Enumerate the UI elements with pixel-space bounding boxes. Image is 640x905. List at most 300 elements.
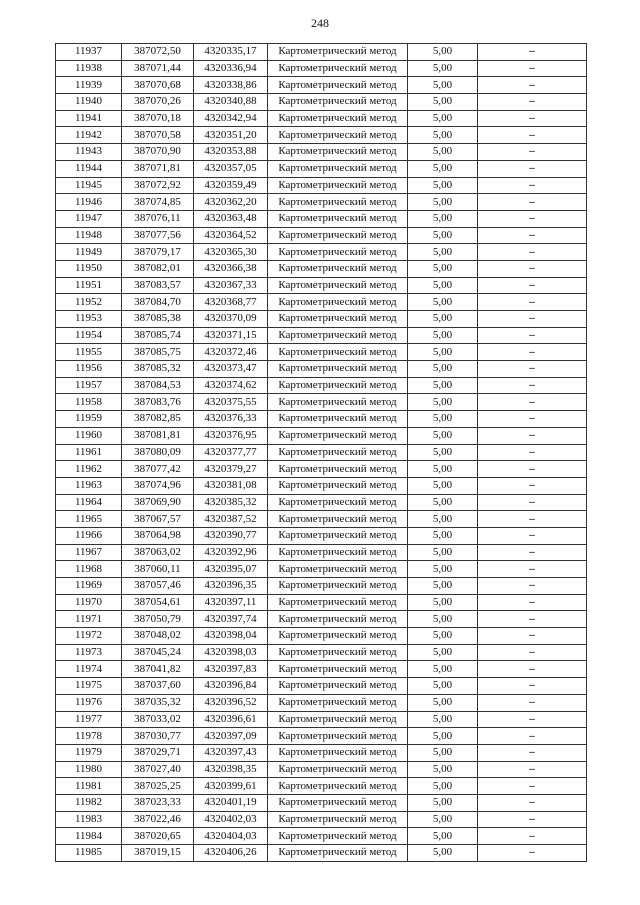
point-number-cell: 11972: [56, 628, 122, 645]
dash-cell: –: [478, 177, 587, 194]
y-coordinate-cell: 4320397,11: [194, 594, 268, 611]
x-coordinate-cell: 387070,26: [122, 94, 194, 111]
method-cell: Картометрический метод: [268, 845, 408, 862]
dash-cell: –: [478, 711, 587, 728]
point-number-cell: 11964: [56, 494, 122, 511]
dash-cell: –: [478, 494, 587, 511]
x-coordinate-cell: 387074,85: [122, 194, 194, 211]
x-coordinate-cell: 387072,92: [122, 177, 194, 194]
point-number-cell: 11971: [56, 611, 122, 628]
table-row: [56, 394, 587, 411]
y-coordinate-cell: 4320371,15: [194, 327, 268, 344]
table-row: [56, 411, 587, 428]
method-cell: Картометрический метод: [268, 611, 408, 628]
point-number-cell: 11937: [56, 44, 122, 61]
dash-cell: –: [478, 94, 587, 111]
accuracy-cell: 5,00: [408, 461, 478, 478]
y-coordinate-cell: 4320363,48: [194, 210, 268, 227]
accuracy-cell: 5,00: [408, 594, 478, 611]
dash-cell: –: [478, 160, 587, 177]
dash-cell: –: [478, 661, 587, 678]
dash-cell: –: [478, 527, 587, 544]
point-number-cell: 11942: [56, 127, 122, 144]
point-number-cell: 11953: [56, 311, 122, 328]
method-cell: Картометрический метод: [268, 44, 408, 61]
accuracy-cell: 5,00: [408, 361, 478, 378]
point-number-cell: 11959: [56, 411, 122, 428]
dash-cell: –: [478, 144, 587, 161]
y-coordinate-cell: 4320404,03: [194, 828, 268, 845]
method-cell: Картометрический метод: [268, 694, 408, 711]
accuracy-cell: 5,00: [408, 344, 478, 361]
table-row: [56, 828, 587, 845]
table-row: [56, 60, 587, 77]
y-coordinate-cell: 4320367,33: [194, 277, 268, 294]
accuracy-cell: 5,00: [408, 194, 478, 211]
accuracy-cell: 5,00: [408, 511, 478, 528]
method-cell: Картометрический метод: [268, 778, 408, 795]
y-coordinate-cell: 4320335,17: [194, 44, 268, 61]
table-row: [56, 511, 587, 528]
accuracy-cell: 5,00: [408, 811, 478, 828]
method-cell: Картометрический метод: [268, 628, 408, 645]
accuracy-cell: 5,00: [408, 77, 478, 94]
dash-cell: –: [478, 227, 587, 244]
y-coordinate-cell: 4320385,32: [194, 494, 268, 511]
accuracy-cell: 5,00: [408, 628, 478, 645]
method-cell: Картометрический метод: [268, 77, 408, 94]
table-row: [56, 260, 587, 277]
y-coordinate-cell: 4320376,33: [194, 411, 268, 428]
y-coordinate-cell: 4320375,55: [194, 394, 268, 411]
y-coordinate-cell: 4320379,27: [194, 461, 268, 478]
y-coordinate-cell: 4320364,52: [194, 227, 268, 244]
method-cell: Картометрический метод: [268, 494, 408, 511]
accuracy-cell: 5,00: [408, 527, 478, 544]
table-row: [56, 210, 587, 227]
accuracy-cell: 5,00: [408, 294, 478, 311]
point-number-cell: 11950: [56, 260, 122, 277]
x-coordinate-cell: 387020,65: [122, 828, 194, 845]
x-coordinate-cell: 387069,90: [122, 494, 194, 511]
table-row: [56, 144, 587, 161]
y-coordinate-cell: 4320399,61: [194, 778, 268, 795]
y-coordinate-cell: 4320342,94: [194, 110, 268, 127]
point-number-cell: 11951: [56, 277, 122, 294]
y-coordinate-cell: 4320387,52: [194, 511, 268, 528]
table-row: [56, 44, 587, 61]
dash-cell: –: [478, 311, 587, 328]
x-coordinate-cell: 387070,68: [122, 77, 194, 94]
point-number-cell: 11966: [56, 527, 122, 544]
x-coordinate-cell: 387077,56: [122, 227, 194, 244]
table-row: [56, 661, 587, 678]
table-body: [56, 44, 587, 862]
method-cell: Картометрический метод: [268, 511, 408, 528]
dash-cell: –: [478, 611, 587, 628]
accuracy-cell: 5,00: [408, 227, 478, 244]
table-row: [56, 578, 587, 595]
table-row: [56, 427, 587, 444]
table-row: [56, 177, 587, 194]
method-cell: Картометрический метод: [268, 127, 408, 144]
method-cell: Картометрический метод: [268, 327, 408, 344]
method-cell: Картометрический метод: [268, 227, 408, 244]
accuracy-cell: 5,00: [408, 160, 478, 177]
dash-cell: –: [478, 127, 587, 144]
dash-cell: –: [478, 561, 587, 578]
dash-cell: –: [478, 77, 587, 94]
x-coordinate-cell: 387074,96: [122, 477, 194, 494]
method-cell: Картометрический метод: [268, 60, 408, 77]
table-row: [56, 127, 587, 144]
x-coordinate-cell: 387070,90: [122, 144, 194, 161]
x-coordinate-cell: 387070,18: [122, 110, 194, 127]
y-coordinate-cell: 4320374,62: [194, 377, 268, 394]
page-number: 248: [311, 16, 329, 30]
coordinates-table: [55, 43, 587, 862]
dash-cell: –: [478, 394, 587, 411]
x-coordinate-cell: 387064,98: [122, 527, 194, 544]
x-coordinate-cell: 387070,58: [122, 127, 194, 144]
x-coordinate-cell: 387082,85: [122, 411, 194, 428]
x-coordinate-cell: 387030,77: [122, 728, 194, 745]
table-row: [56, 110, 587, 127]
y-coordinate-cell: 4320392,96: [194, 544, 268, 561]
x-coordinate-cell: 387027,40: [122, 761, 194, 778]
dash-cell: –: [478, 761, 587, 778]
table-row: [56, 311, 587, 328]
x-coordinate-cell: 387019,15: [122, 845, 194, 862]
point-number-cell: 11940: [56, 94, 122, 111]
accuracy-cell: 5,00: [408, 427, 478, 444]
table-row: [56, 477, 587, 494]
table-row: [56, 494, 587, 511]
accuracy-cell: 5,00: [408, 778, 478, 795]
method-cell: Картометрический метод: [268, 294, 408, 311]
table-row: [56, 761, 587, 778]
dash-cell: –: [478, 794, 587, 811]
accuracy-cell: 5,00: [408, 578, 478, 595]
x-coordinate-cell: 387085,75: [122, 344, 194, 361]
dash-cell: –: [478, 678, 587, 695]
x-coordinate-cell: 387084,70: [122, 294, 194, 311]
point-number-cell: 11973: [56, 644, 122, 661]
accuracy-cell: 5,00: [408, 127, 478, 144]
point-number-cell: 11975: [56, 678, 122, 695]
accuracy-cell: 5,00: [408, 94, 478, 111]
x-coordinate-cell: 387063,02: [122, 544, 194, 561]
table-row: [56, 561, 587, 578]
accuracy-cell: 5,00: [408, 44, 478, 61]
y-coordinate-cell: 4320398,04: [194, 628, 268, 645]
y-coordinate-cell: 4320373,47: [194, 361, 268, 378]
accuracy-cell: 5,00: [408, 60, 478, 77]
y-coordinate-cell: 4320365,30: [194, 244, 268, 261]
table-row: [56, 728, 587, 745]
accuracy-cell: 5,00: [408, 644, 478, 661]
dash-cell: –: [478, 511, 587, 528]
y-coordinate-cell: 4320401,19: [194, 794, 268, 811]
table-row: [56, 544, 587, 561]
accuracy-cell: 5,00: [408, 110, 478, 127]
method-cell: Картометрический метод: [268, 394, 408, 411]
x-coordinate-cell: 387079,17: [122, 244, 194, 261]
table-row: [56, 327, 587, 344]
y-coordinate-cell: 4320397,83: [194, 661, 268, 678]
table-row: [56, 744, 587, 761]
method-cell: Картометрический метод: [268, 527, 408, 544]
method-cell: Картометрический метод: [268, 94, 408, 111]
method-cell: Картометрический метод: [268, 461, 408, 478]
method-cell: Картометрический метод: [268, 711, 408, 728]
y-coordinate-cell: 4320397,43: [194, 744, 268, 761]
y-coordinate-cell: 4320370,09: [194, 311, 268, 328]
dash-cell: –: [478, 244, 587, 261]
accuracy-cell: 5,00: [408, 260, 478, 277]
dash-cell: –: [478, 811, 587, 828]
x-coordinate-cell: 387041,82: [122, 661, 194, 678]
dash-cell: –: [478, 728, 587, 745]
dash-cell: –: [478, 294, 587, 311]
table-row: [56, 694, 587, 711]
method-cell: Картометрический метод: [268, 728, 408, 745]
x-coordinate-cell: 387081,81: [122, 427, 194, 444]
table-row: [56, 845, 587, 862]
method-cell: Картометрический метод: [268, 644, 408, 661]
method-cell: Картометрический метод: [268, 144, 408, 161]
y-coordinate-cell: 4320353,88: [194, 144, 268, 161]
dash-cell: –: [478, 110, 587, 127]
x-coordinate-cell: 387022,46: [122, 811, 194, 828]
accuracy-cell: 5,00: [408, 794, 478, 811]
method-cell: Картометрический метод: [268, 744, 408, 761]
y-coordinate-cell: 4320395,07: [194, 561, 268, 578]
x-coordinate-cell: 387025,25: [122, 778, 194, 795]
point-number-cell: 11967: [56, 544, 122, 561]
accuracy-cell: 5,00: [408, 828, 478, 845]
y-coordinate-cell: 4320377,77: [194, 444, 268, 461]
dash-cell: –: [478, 578, 587, 595]
table-row: [56, 678, 587, 695]
y-coordinate-cell: 4320406,26: [194, 845, 268, 862]
x-coordinate-cell: 387035,32: [122, 694, 194, 711]
accuracy-cell: 5,00: [408, 444, 478, 461]
method-cell: Картометрический метод: [268, 427, 408, 444]
method-cell: Картометрический метод: [268, 194, 408, 211]
accuracy-cell: 5,00: [408, 728, 478, 745]
x-coordinate-cell: 387050,79: [122, 611, 194, 628]
y-coordinate-cell: 4320357,05: [194, 160, 268, 177]
y-coordinate-cell: 4320397,74: [194, 611, 268, 628]
accuracy-cell: 5,00: [408, 244, 478, 261]
accuracy-cell: 5,00: [408, 611, 478, 628]
accuracy-cell: 5,00: [408, 477, 478, 494]
method-cell: Картометрический метод: [268, 544, 408, 561]
point-number-cell: 11965: [56, 511, 122, 528]
accuracy-cell: 5,00: [408, 561, 478, 578]
accuracy-cell: 5,00: [408, 661, 478, 678]
table-row: [56, 644, 587, 661]
method-cell: Картометрический метод: [268, 661, 408, 678]
accuracy-cell: 5,00: [408, 327, 478, 344]
y-coordinate-cell: 4320340,88: [194, 94, 268, 111]
y-coordinate-cell: 4320398,03: [194, 644, 268, 661]
point-number-cell: 11945: [56, 177, 122, 194]
y-coordinate-cell: 4320366,38: [194, 260, 268, 277]
point-number-cell: 11954: [56, 327, 122, 344]
point-number-cell: 11984: [56, 828, 122, 845]
accuracy-cell: 5,00: [408, 544, 478, 561]
point-number-cell: 11974: [56, 661, 122, 678]
dash-cell: –: [478, 544, 587, 561]
point-number-cell: 11981: [56, 778, 122, 795]
y-coordinate-cell: 4320402,03: [194, 811, 268, 828]
point-number-cell: 11947: [56, 210, 122, 227]
method-cell: Картометрический метод: [268, 160, 408, 177]
table-row: [56, 194, 587, 211]
dash-cell: –: [478, 628, 587, 645]
y-coordinate-cell: 4320390,77: [194, 527, 268, 544]
y-coordinate-cell: 4320376,95: [194, 427, 268, 444]
table-row: [56, 377, 587, 394]
accuracy-cell: 5,00: [408, 411, 478, 428]
x-coordinate-cell: 387082,01: [122, 260, 194, 277]
dash-cell: –: [478, 644, 587, 661]
method-cell: Картометрический метод: [268, 594, 408, 611]
point-number-cell: 11962: [56, 461, 122, 478]
method-cell: Картометрический метод: [268, 794, 408, 811]
point-number-cell: 11949: [56, 244, 122, 261]
x-coordinate-cell: 387084,53: [122, 377, 194, 394]
dash-cell: –: [478, 361, 587, 378]
dash-cell: –: [478, 477, 587, 494]
point-number-cell: 11982: [56, 794, 122, 811]
dash-cell: –: [478, 427, 587, 444]
table-row: [56, 277, 587, 294]
method-cell: Картометрический метод: [268, 177, 408, 194]
x-coordinate-cell: 387083,76: [122, 394, 194, 411]
dash-cell: –: [478, 344, 587, 361]
accuracy-cell: 5,00: [408, 711, 478, 728]
y-coordinate-cell: 4320396,35: [194, 578, 268, 595]
dash-cell: –: [478, 744, 587, 761]
point-number-cell: 11970: [56, 594, 122, 611]
x-coordinate-cell: 387071,81: [122, 160, 194, 177]
accuracy-cell: 5,00: [408, 177, 478, 194]
accuracy-cell: 5,00: [408, 377, 478, 394]
point-number-cell: 11941: [56, 110, 122, 127]
x-coordinate-cell: 387067,57: [122, 511, 194, 528]
dash-cell: –: [478, 461, 587, 478]
method-cell: Картометрический метод: [268, 260, 408, 277]
x-coordinate-cell: 387085,32: [122, 361, 194, 378]
accuracy-cell: 5,00: [408, 210, 478, 227]
x-coordinate-cell: 387080,09: [122, 444, 194, 461]
x-coordinate-cell: 387083,57: [122, 277, 194, 294]
y-coordinate-cell: 4320359,49: [194, 177, 268, 194]
x-coordinate-cell: 387029,71: [122, 744, 194, 761]
method-cell: Картометрический метод: [268, 361, 408, 378]
method-cell: Картометрический метод: [268, 811, 408, 828]
dash-cell: –: [478, 60, 587, 77]
dash-cell: –: [478, 845, 587, 862]
x-coordinate-cell: 387060,11: [122, 561, 194, 578]
x-coordinate-cell: 387037,60: [122, 678, 194, 695]
accuracy-cell: 5,00: [408, 494, 478, 511]
table-row: [56, 611, 587, 628]
accuracy-cell: 5,00: [408, 311, 478, 328]
method-cell: Картометрический метод: [268, 210, 408, 227]
x-coordinate-cell: 387048,02: [122, 628, 194, 645]
table-row: [56, 344, 587, 361]
dash-cell: –: [478, 411, 587, 428]
x-coordinate-cell: 387054,61: [122, 594, 194, 611]
point-number-cell: 11976: [56, 694, 122, 711]
point-number-cell: 11961: [56, 444, 122, 461]
method-cell: Картометрический метод: [268, 578, 408, 595]
point-number-cell: 11979: [56, 744, 122, 761]
point-number-cell: 11939: [56, 77, 122, 94]
point-number-cell: 11943: [56, 144, 122, 161]
table-row: [56, 711, 587, 728]
y-coordinate-cell: 4320372,46: [194, 344, 268, 361]
point-number-cell: 11960: [56, 427, 122, 444]
dash-cell: –: [478, 260, 587, 277]
method-cell: Картометрический метод: [268, 277, 408, 294]
method-cell: Картометрический метод: [268, 411, 408, 428]
point-number-cell: 11946: [56, 194, 122, 211]
dash-cell: –: [478, 377, 587, 394]
dash-cell: –: [478, 327, 587, 344]
point-number-cell: 11938: [56, 60, 122, 77]
dash-cell: –: [478, 694, 587, 711]
dash-cell: –: [478, 210, 587, 227]
y-coordinate-cell: 4320396,61: [194, 711, 268, 728]
y-coordinate-cell: 4320362,20: [194, 194, 268, 211]
x-coordinate-cell: 387045,24: [122, 644, 194, 661]
point-number-cell: 11957: [56, 377, 122, 394]
method-cell: Картометрический метод: [268, 477, 408, 494]
accuracy-cell: 5,00: [408, 761, 478, 778]
table-row: [56, 160, 587, 177]
x-coordinate-cell: 387076,11: [122, 210, 194, 227]
method-cell: Картометрический метод: [268, 110, 408, 127]
point-number-cell: 11944: [56, 160, 122, 177]
table-row: [56, 244, 587, 261]
x-coordinate-cell: 387057,46: [122, 578, 194, 595]
point-number-cell: 11985: [56, 845, 122, 862]
accuracy-cell: 5,00: [408, 394, 478, 411]
method-cell: Картометрический метод: [268, 561, 408, 578]
y-coordinate-cell: 4320368,77: [194, 294, 268, 311]
point-number-cell: 11968: [56, 561, 122, 578]
point-number-cell: 11977: [56, 711, 122, 728]
y-coordinate-cell: 4320381,08: [194, 477, 268, 494]
method-cell: Картометрический метод: [268, 444, 408, 461]
y-coordinate-cell: 4320398,35: [194, 761, 268, 778]
point-number-cell: 11983: [56, 811, 122, 828]
accuracy-cell: 5,00: [408, 144, 478, 161]
x-coordinate-cell: 387071,44: [122, 60, 194, 77]
table-row: [56, 778, 587, 795]
y-coordinate-cell: 4320396,52: [194, 694, 268, 711]
method-cell: Картометрический метод: [268, 344, 408, 361]
x-coordinate-cell: 387085,38: [122, 311, 194, 328]
x-coordinate-cell: 387085,74: [122, 327, 194, 344]
table-row: [56, 94, 587, 111]
dash-cell: –: [478, 828, 587, 845]
